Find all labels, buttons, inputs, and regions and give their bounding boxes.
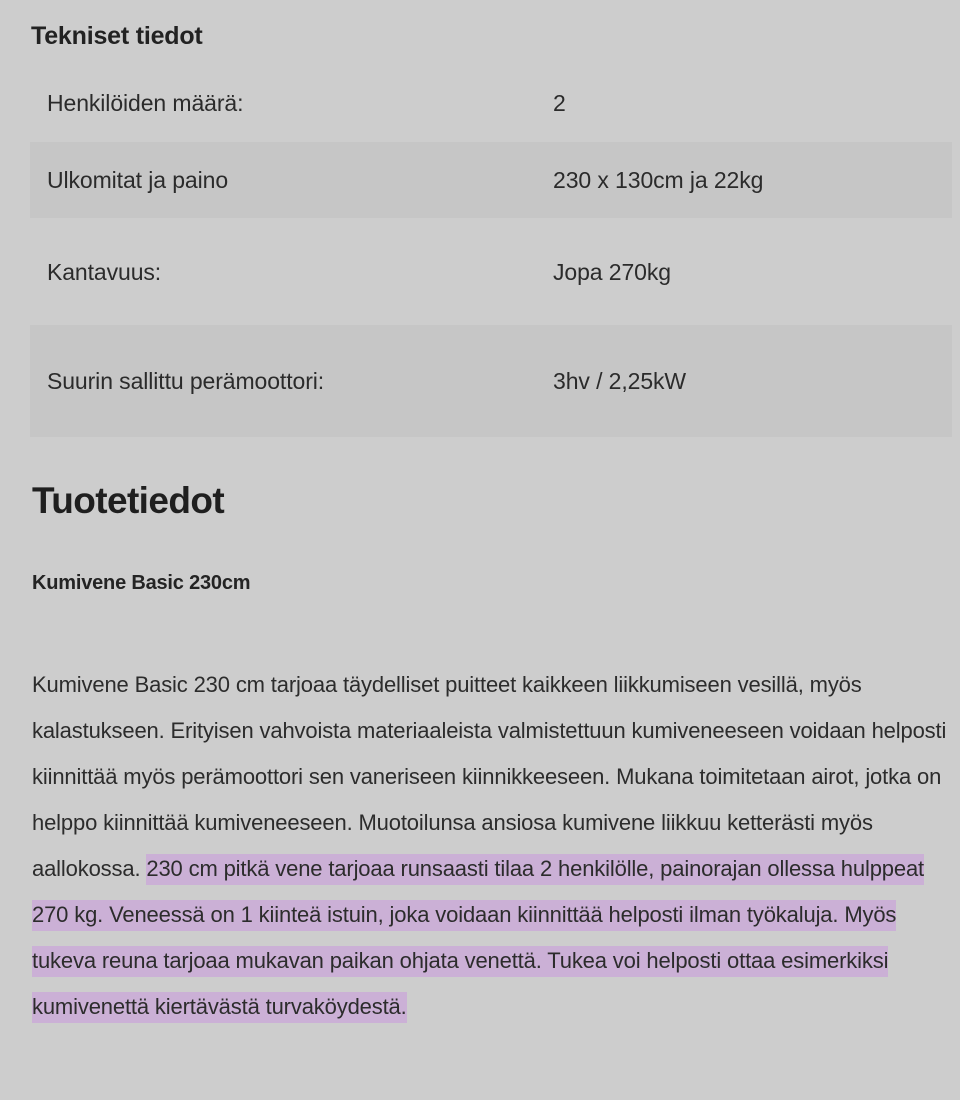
product-name-subheading: Kumivene Basic 230cm <box>32 572 251 594</box>
spec-value: 3hv / 2,25kW <box>553 368 687 394</box>
table-row <box>0 218 960 325</box>
spec-label: Suurin sallittu perämoottori: <box>47 368 325 394</box>
table-row <box>30 325 952 437</box>
spec-label: Kantavuus: <box>47 258 162 285</box>
product-section-heading: Tuotetiedot <box>32 480 225 521</box>
table-row <box>30 142 952 218</box>
product-description-highlighted-text: 230 cm pitkä vene tarjoaa runsaasti tilaa 2 henkilölle, painorajan ollessa hulppeat 270 kg. Veneessä on 1 kiinteä istuin, joka voidaan kiinnittää helposti ilman työkaluja. Myös tukeva reuna tarjoaa mukavan paikan ohjata venettä. Tukea voi helposti ottaa esimerkiksi kumivenettä kiertävästä turvaköydestä. <box>32 854 924 1023</box>
table-row <box>0 63 960 142</box>
spec-label: Henkilöiden määrä: <box>47 89 244 116</box>
spec-value: Jopa 270kg <box>553 258 671 285</box>
specs-section-heading: Tekniset tiedot <box>31 22 203 50</box>
spec-value: 230 x 130cm ja 22kg <box>553 167 764 193</box>
product-description-paragraph <box>32 662 948 1030</box>
spec-value: 2 <box>553 89 566 116</box>
technical-specs-table <box>0 63 960 437</box>
product-description-plain-text: Kumivene Basic 230 cm tarjoaa täydelliset puitteet kaikkeen liikkumiseen vesillä, myös kalastukseen. Erityisen vahvoista materiaaleista valmistettuun kumiveneeseen voidaan helposti kiinnittää myös perämoottori sen vaneriseen kiinnikkeeseen. Mukana toimitetaan airot, jotka on helppo kiinnittää kumiveneeseen. Muotoilunsa ansiosa kumivene liikkuu ketterästi myös aallokossa. <box>32 672 947 881</box>
spec-label: Ulkomitat ja paino <box>47 167 229 193</box>
